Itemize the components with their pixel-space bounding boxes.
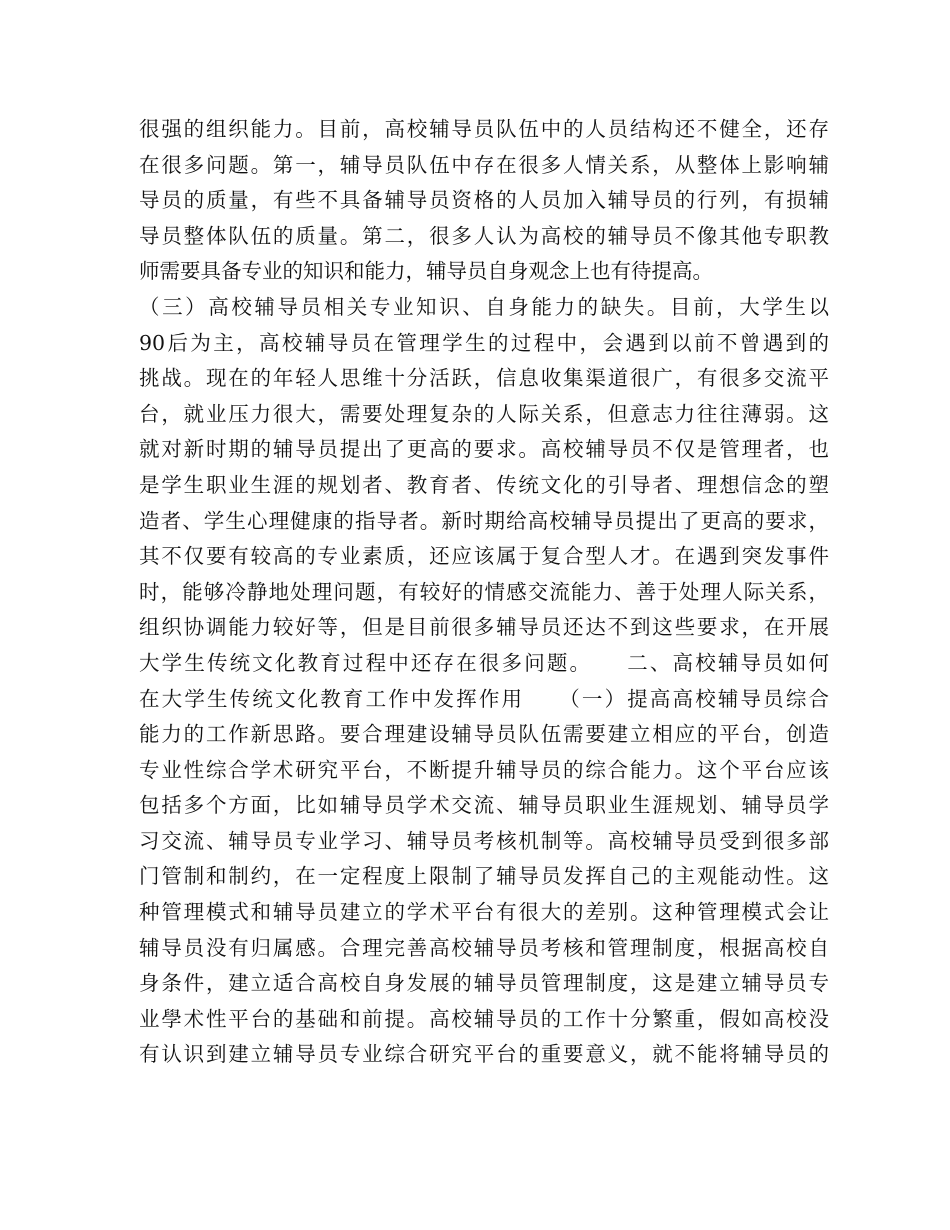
text-line: 专业性综合学术研究平台，不断提升辅导员的综合能力。这个平台应该 — [139, 757, 829, 782]
text-line: 时，能够冷静地处理问题，有较好的情感交流能力、善于处理人际关系， — [139, 579, 829, 604]
text-line: 导员整体队伍的质量。第二，很多人认为高校的辅导员不像其他专职教 — [139, 223, 829, 248]
text-line: 很强的组织能力。目前，高校辅导员队伍中的人员结构还不健全，还存 — [139, 117, 829, 141]
text-line: 挑战。现在的年轻人思维十分活跃，信息收集渠道很广，有很多交流平 — [139, 366, 829, 391]
text-line: （三）高校辅导员相关专业知识、自身能力的缺失。目前，大学生以 — [139, 294, 829, 319]
text-line: 业學术性平台的基础和前提。高校辅导员的工作十分繁重，假如高校没 — [139, 1006, 829, 1031]
text-line: 师需要具备专业的知识和能力，辅导员自身观念上也有待提高。 — [139, 259, 713, 284]
body-text — [139, 112, 829, 1073]
text-line: 能力的工作新思路。要合理建设辅导员队伍需要建立相应的平台，创造 — [139, 722, 829, 747]
text-line: 种管理模式和辅导员建立的学术平台有很大的差别。这种管理模式会让 — [139, 900, 829, 925]
text-line: 身条件，建立适合高校自身发展的辅导员管理制度，这是建立辅导员专 — [139, 971, 829, 996]
text-line: 导员的质量，有些不具备辅导员资格的人员加入辅导员的行列，有损辅 — [139, 188, 829, 213]
text-line: 在大学生传统文化教育工作中发挥作用 （一）提高高校辅导员综合 — [139, 686, 829, 711]
text-line: 90后为主，高校辅导员在管理学生的过程中，会遇到以前不曾遇到的 — [139, 330, 829, 355]
text-line: 大学生传统文化教育过程中还存在很多问题。 二、高校辅导员如何 — [139, 650, 829, 675]
text-line: 是学生职业生涯的规划者、教育者、传统文化的引导者、理想信念的塑 — [139, 472, 829, 497]
text-line: 习交流、辅导员专业学习、辅导员考核机制等。高校辅导员受到很多部 — [139, 828, 829, 853]
text-line: 辅导员没有归属感。合理完善高校辅导员考核和管理制度，根据高校自 — [139, 935, 829, 960]
text-line: 包括多个方面，比如辅导员学术交流、辅导员职业生涯规划、辅导员学 — [139, 793, 829, 818]
text-line: 有认识到建立辅导员专业综合研究平台的重要意义，就不能将辅导员的 — [139, 1042, 829, 1067]
text-line: 就对新时期的辅导员提出了更高的要求。高校辅导员不仅是管理者，也 — [139, 437, 829, 462]
text-line: 造者、学生心理健康的指导者。新时期给高校辅导员提出了更高的要求， — [139, 508, 829, 533]
text-line: 在很多问题。第一，辅导员队伍中存在很多人情关系，从整体上影响辅 — [139, 152, 829, 177]
text-line: 其不仅要有较高的专业素质，还应该属于复合型人才。在遇到突发事件 — [139, 544, 829, 569]
text-line: 门管制和制约，在一定程度上限制了辅导员发挥自己的主观能动性。这 — [139, 864, 829, 889]
text-line: 组织协调能力较好等，但是目前很多辅导员还达不到这些要求，在开展 — [139, 615, 829, 640]
text-line: 台，就业压力很大，需要处理复杂的人际关系，但意志力往往薄弱。这 — [139, 401, 829, 426]
